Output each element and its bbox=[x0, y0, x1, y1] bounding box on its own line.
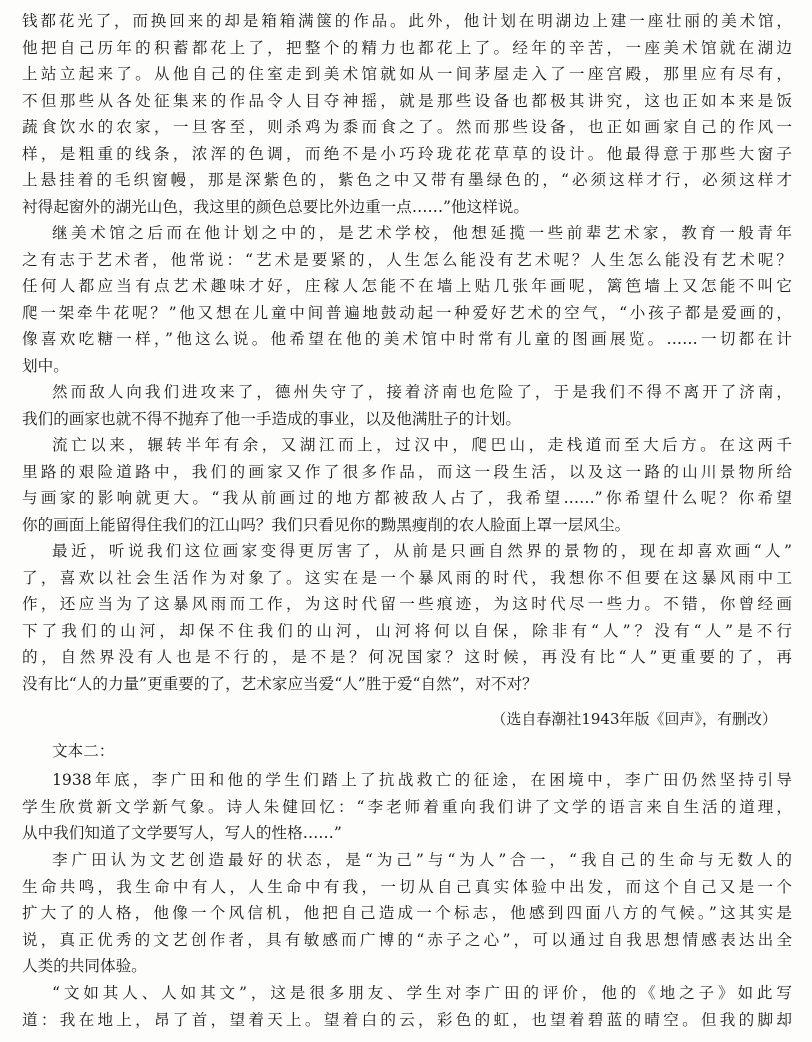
text-line: 最近，听说我们这位画家变得更厉害了，从前是只画自然界的景物的，现在却喜欢画“人” bbox=[52, 542, 792, 560]
text2-paragraph-2 bbox=[22, 847, 792, 980]
text-line: 像喜欢吃糖一样，”他这么说。他希望在他的美术馆中时常有儿童的图画展览。……一切都在计 bbox=[22, 330, 792, 348]
text-line: 钱都花光了，而换回来的却是箱箱满箧的作品。此外，他计划在明湖边上建一座壮丽的美术馆， bbox=[22, 12, 792, 30]
text-line: 任何人都应当有点艺术趣味才好，庄稼人怎能不在墙上贴几张年画呢，篱笆墙上又怎能不叫它 bbox=[22, 277, 792, 295]
section-heading-text2: 文本二： bbox=[52, 742, 115, 760]
text-line: 与画家的影响就更大。“我从前画过的地方都被敌人占了，我希望……”你希望什么呢？你希望 bbox=[22, 489, 792, 507]
text-line: 说，真正优秀的文艺创作者，具有敏感而广博的“赤子之心”，可以通过自我思想情感表达出全 bbox=[22, 930, 792, 949]
text-line: 下了我们的山河，却保不住我们的山河，山河将何以自保，除非有“人”？没有“人”是不行 bbox=[22, 621, 792, 640]
text1-paragraph-3 bbox=[22, 379, 792, 432]
text-line: 你的画面上能留得住我们的江山吗？我们只看见你的黝黑瘦削的农人脸面上罩一层风尘。 bbox=[22, 515, 631, 534]
text1-paragraph-1 bbox=[22, 8, 792, 220]
text-line: 上悬挂着的毛织窗幔，那是深紫色的，紫色之中又带有墨绿色的，“必须这样才行，必须这样才 bbox=[22, 171, 792, 189]
text-line: 爬一架牵牛花呢？”他又想在儿童中间普遍地鼓动起一种爱好艺术的空气，“小孩子都是爱画的， bbox=[22, 303, 792, 322]
text2-paragraph-3 bbox=[22, 980, 792, 1033]
text-line: 扩大了的人格，他像一个风信机，他把自己造成一个标志，他感到四面八方的气候。”这其实是 bbox=[22, 904, 792, 922]
text-line: 继美术馆之后而在他计划之中的，是艺术学校，他想延揽一些前辈艺术家，教育一般青年 bbox=[52, 224, 792, 242]
text-line: 划中。 bbox=[22, 356, 69, 375]
text1-paragraph-2 bbox=[22, 220, 792, 379]
text-line: 里路的艰险道路中，我们的画家又作了很多作品，而这一段生活，以及这一路的山川景物所给 bbox=[22, 462, 792, 481]
text-line: 从中我们知道了文学要写人，写人的性格……” bbox=[22, 824, 342, 842]
text-line: 了，喜欢以社会生活作为对象了。这实在是一个暴风雨的时代，我想你不但要在这暴风雨中工 bbox=[22, 568, 792, 587]
text-line: 上站立起来了。从他自己的住室走到美术馆就如从一间茅屋走入了一座宫殿，那里应有尽有， bbox=[22, 65, 792, 83]
text-line: 道：我在地上，昂了首，望着天上。望着白的云，彩色的虹，也望着碧蓝的晴空。但我的脚却 bbox=[22, 1010, 792, 1029]
source-citation: （选自春潮社1943年版《回声》，有删改） bbox=[491, 710, 777, 728]
text-line: 之有志于艺术者，他常说：“艺术是要紧的，人生怎么能没有艺术呢？人生怎么能没有艺术呢？ bbox=[22, 250, 792, 269]
text-line: 1938年底，李广田和他的学生们踏上了抗战救亡的征途，在困境中，李广田仍然坚持引导 bbox=[52, 771, 792, 789]
text-line: 我们的画家也就不得不抛弃了他一手造成的事业，以及他满肚子的计划。 bbox=[22, 409, 522, 428]
text-line: 蔬食饮水的农家，一旦客至，则杀鸡为黍而食之了。然而那些设备，也正如画家自己的作风一 bbox=[22, 118, 792, 136]
text2-paragraph-1 bbox=[22, 767, 792, 847]
text-line: 流亡以来，辗转半年有余，又湖江而上，过汉中，爬巴山，走栈道而至大后方。在这两千 bbox=[52, 436, 792, 454]
text-line: 的，自然界没有人也是不行的，是不是？何况国家？这时候，再没有比“人”更重要的了，再 bbox=[22, 648, 792, 666]
text-line: 作，还应当为了这暴风雨而工作，为这时代留一些痕迹，为这时代尽一些力。不错，你曾经画 bbox=[22, 595, 792, 613]
text-line: “文如其人、人如其文”，这是很多朋友、学生对李广田的评价，他的《地之子》如此写 bbox=[52, 984, 792, 1002]
text-line: 然而敌人向我们进攻来了，德州失守了，接着济南也危险了，于是我们不得不离开了济南， bbox=[52, 383, 792, 401]
text-line: 生命共鸣，我生命中有人，人生命中有我，一切从自己真实体验中出发，而这个自己又是一个 bbox=[22, 877, 792, 896]
text-line: 他把自己历年的积蓄都花上了，把整个的精力也都花上了。经年的辛苦，一座美术馆就在湖边 bbox=[22, 38, 792, 57]
text-line: 李广田认为文艺创造最好的状态，是“为己”与“为人”合一，“我自己的生命与无数人的 bbox=[52, 851, 792, 869]
text-line: 人类的共同体验。 bbox=[22, 957, 147, 975]
text1-paragraph-5 bbox=[22, 538, 792, 697]
text1-paragraph-4 bbox=[22, 432, 792, 538]
text-line: 没有比“人的力量”更重要的了，艺术家应当爱“人”胜于爱“自然”，对不对？ bbox=[22, 674, 538, 693]
text-line: 不但那些从各处征集来的作品令人目夺神摇，就是那些设备也都极其讲究，这也正如本来是饭 bbox=[22, 91, 792, 110]
text-line: 学生欣赏新文学新气象。诗人朱健回忆：“李老师着重向我们讲了文学的语言来自生活的道理， bbox=[22, 797, 792, 816]
text-line: 衬得起窗外的湖光山色，我这里的颜色总要比外边重一点……”他这样说。 bbox=[22, 197, 529, 216]
text-line: 样，是粗重的线条，浓浑的色调，而绝不是小巧玲珑花花草草的设计。他最得意于那些大窗子 bbox=[22, 144, 792, 163]
